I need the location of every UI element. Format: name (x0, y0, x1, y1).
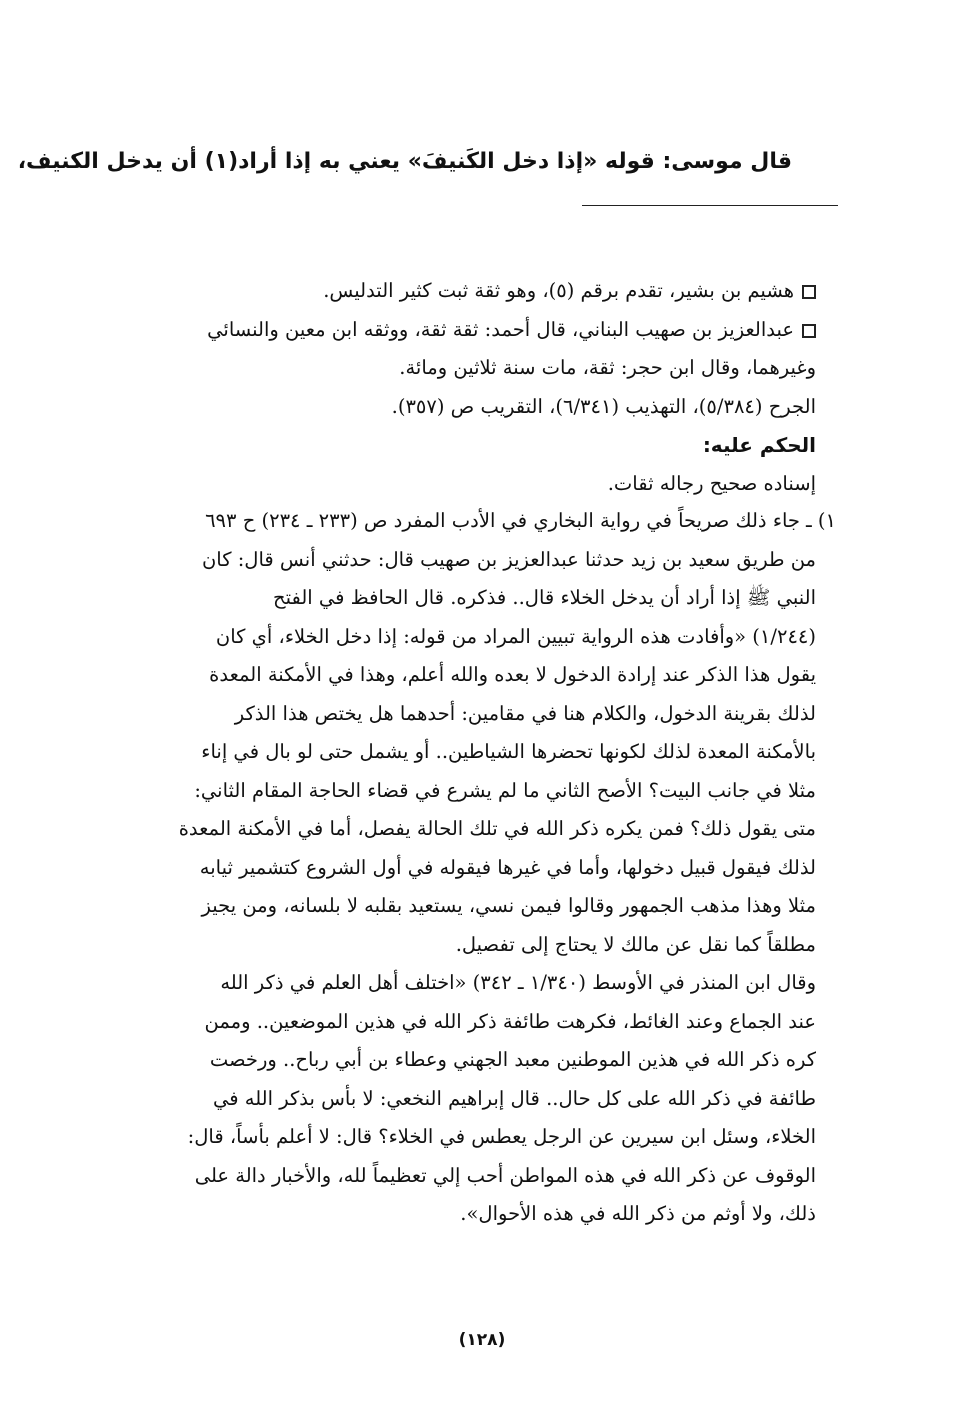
footnote-line: مثلا وهذا مذهب الجمهور وقالوا فيمن نسي، يستعيد بقلبه لا بلسانه، ومن يجيز (201, 894, 816, 917)
footnote-number: ١) ـ (805, 509, 836, 532)
narrator-item (124, 272, 816, 311)
footnote-line: الخلاء، وسئل ابن سيرين عن الرجل يعطس في الخلاء؟ قال: لا أعلم بأساً، قال: (187, 1125, 816, 1148)
header-text: قال موسى: قوله «إذا دخل الكَنيفَ» يعني به إذا أراد(١) أن يدخل الكنيف، (17, 149, 792, 174)
square-bullet-icon (802, 285, 816, 299)
footnote-line: الوقوف عن ذكر الله في هذه المواطن أحب إلي تعظيماً لله، والأخبار دالة على (194, 1163, 816, 1187)
footnote-line: عند الجماع وعند الغائط، فكرهت طائفة ذكر الله في هذين الموضعين.. وممن (204, 1009, 816, 1033)
square-bullet-icon (802, 324, 816, 338)
sources-line: الجرح (٥/٣٨٤)، التهذيب (٦/٣٤١)، التقريب ص (٣٥٧). (391, 394, 816, 418)
footnote-line: لذلك فيقول قبيل دخولها، وأما في غيرها فيقوله في أول الشروع كتشمير ثيابه (199, 855, 816, 879)
footnote-line: متى يقول ذلك؟ فمن يكره ذكر الله في تلك الحالة يفصل، أما في الأمكنة المعدة (178, 817, 816, 840)
footnote-block (124, 502, 836, 541)
footnote-line: ١) ـجاء ذلك صريحاً في رواية البخاري في الأدب المفرد ص (٢٣٣ ـ ٢٣٤) ح ٦٩٣ (124, 502, 836, 541)
footnote-line: (١/٢٤٤) «وأفادت هذه الرواية تبيين المراد من قوله: إذا دخل الخلاء، أي كان (215, 624, 816, 648)
ruling-heading: الحكم عليه: (702, 433, 816, 457)
narrator-continuation: وغيرهما، وقال ابن حجر: ثقة، مات سنة ثلاثين ومائة. (399, 356, 816, 379)
narrators-block (124, 272, 816, 503)
footnote-line: لذلك بقرينة الدخول، والكلام هنا في مقامين: أحدهما هل يختص هذا الذكر (234, 701, 816, 725)
footnote-line: كره ذكر الله في هذين الموطنين معبد الجهني وعطاء بن أبي رباح.. ورخصت (209, 1048, 816, 1071)
footnote-separator (582, 205, 838, 206)
footnote-line: بالأمكنة المعدة لذلك لكونها تحضرها الشياطين.. أو يشمل حتى لو بال في إناء (201, 740, 816, 763)
footnote-line: مثلا في جانب البيت؟ الأصح الثاني ما لم يشرع في قضاء الحاجة المقام الثاني: (194, 778, 816, 802)
footnote-line: مطلقاً كما نقل عن مالك لا يحتاج إلى تفصيل. (455, 932, 816, 956)
footnote-line: وقال ابن المنذر في الأوسط (١/٣٤٠ ـ ٣٤٢) «اختلف أهل العلم في ذكر الله (220, 971, 816, 994)
footnote-body (124, 541, 816, 1234)
footnote-line: النبي ﷺ إذا أراد أن يدخل الخلاء قال.. فذكره. قال الحافظ في الفتح (272, 586, 816, 609)
narrator-item (124, 311, 816, 350)
footnote-line: من طريق سعيد بن زيد حدثنا عبدالعزيز بن صهيب قال: حدثني أنس قال: كان (201, 547, 816, 571)
footnote-line: ذلك، ولا أوثم من ذكر الله في هذه الأحوال». (460, 1202, 816, 1225)
narrator-text: عبدالعزيز بن صهيب البناني، قال أحمد: ثقة ثقة، ووثقه ابن معين والنسائي (207, 317, 794, 341)
footnote-line: طائفة في ذكر الله على كل حال.. قال إبراهيم النخعي: لا بأس بذكر الله في (212, 1086, 816, 1110)
footnote-line: يقول هذا الذكر عند إرادة الدخول لا بعده والله أعلم، وهذا في الأمكنة المعدة (209, 663, 816, 686)
page-number: (١٢٨) (458, 1330, 506, 1350)
narrator-text: هشيم بن بشير، تقدم برقم (٥)، وهو ثقة ثبت كثير التدليس. (323, 279, 794, 302)
ruling-text: إسناده صحيح رجاله ثقات. (607, 471, 816, 495)
